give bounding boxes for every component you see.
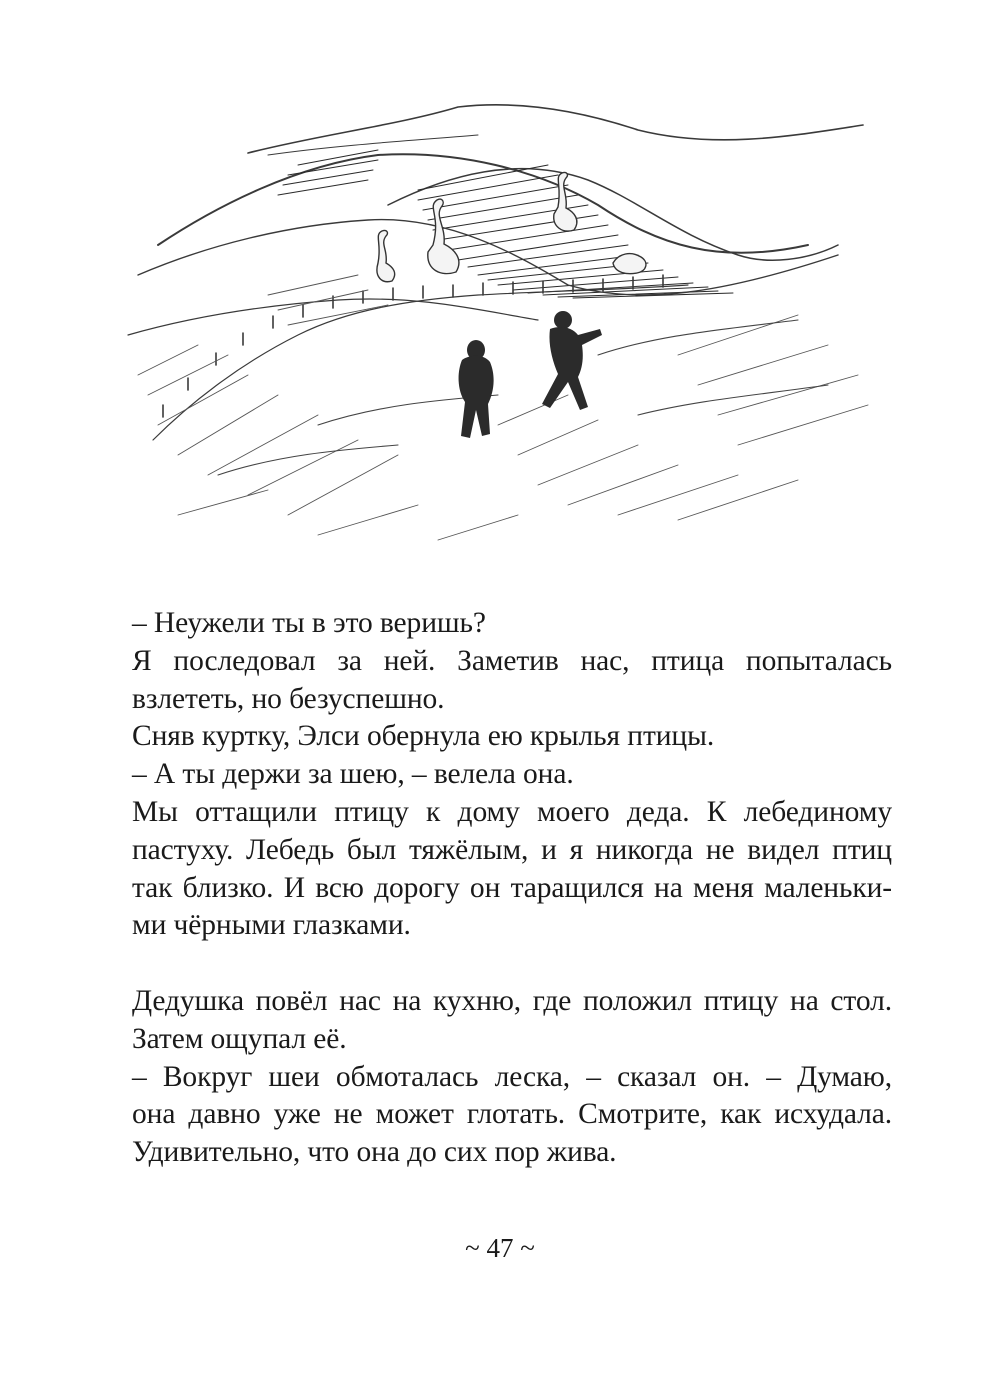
text-line: Сняв куртку, Элси обернула ею крылья птицы. <box>132 720 715 753</box>
text-line: пастуху. Лебедь был тяжёлым, и я никогда не видел птиц <box>132 833 892 866</box>
text-line: так близко. И всю дорогу он таращился на меня маленьки- <box>132 871 892 904</box>
text-line: – Вокруг шеи обмоталась леска, – сказал он. – Думаю, <box>132 1060 892 1093</box>
landscape-illustration <box>118 95 878 545</box>
text-line: Удивительно, что она до сих пор жива. <box>132 1136 617 1169</box>
page-number: ~ 47 ~ <box>465 1233 535 1263</box>
text-line: взлететь, но безуспешно. <box>132 682 445 715</box>
text-line: она давно уже не может глотать. Смотрите, как исхудала. <box>132 1098 892 1131</box>
text-line: – А ты держи за шею, – велела она. <box>132 758 574 791</box>
text-line: Затем ощупал её. <box>132 1022 347 1055</box>
text-line: – Неужели ты в это веришь? <box>132 607 486 639</box>
text-line: Мы оттащили птицу к дому моего деда. К лебединому <box>132 795 892 828</box>
paragraph-gap <box>132 945 892 983</box>
body-text <box>132 605 892 1172</box>
text-line: Я последовал за ней. Заметив нас, птица попыталась <box>132 644 892 677</box>
text-line: ми чёрными глазками. <box>132 909 411 942</box>
text-line: Дедушка повёл нас на кухню, где положил птицу на стол. <box>132 984 892 1017</box>
